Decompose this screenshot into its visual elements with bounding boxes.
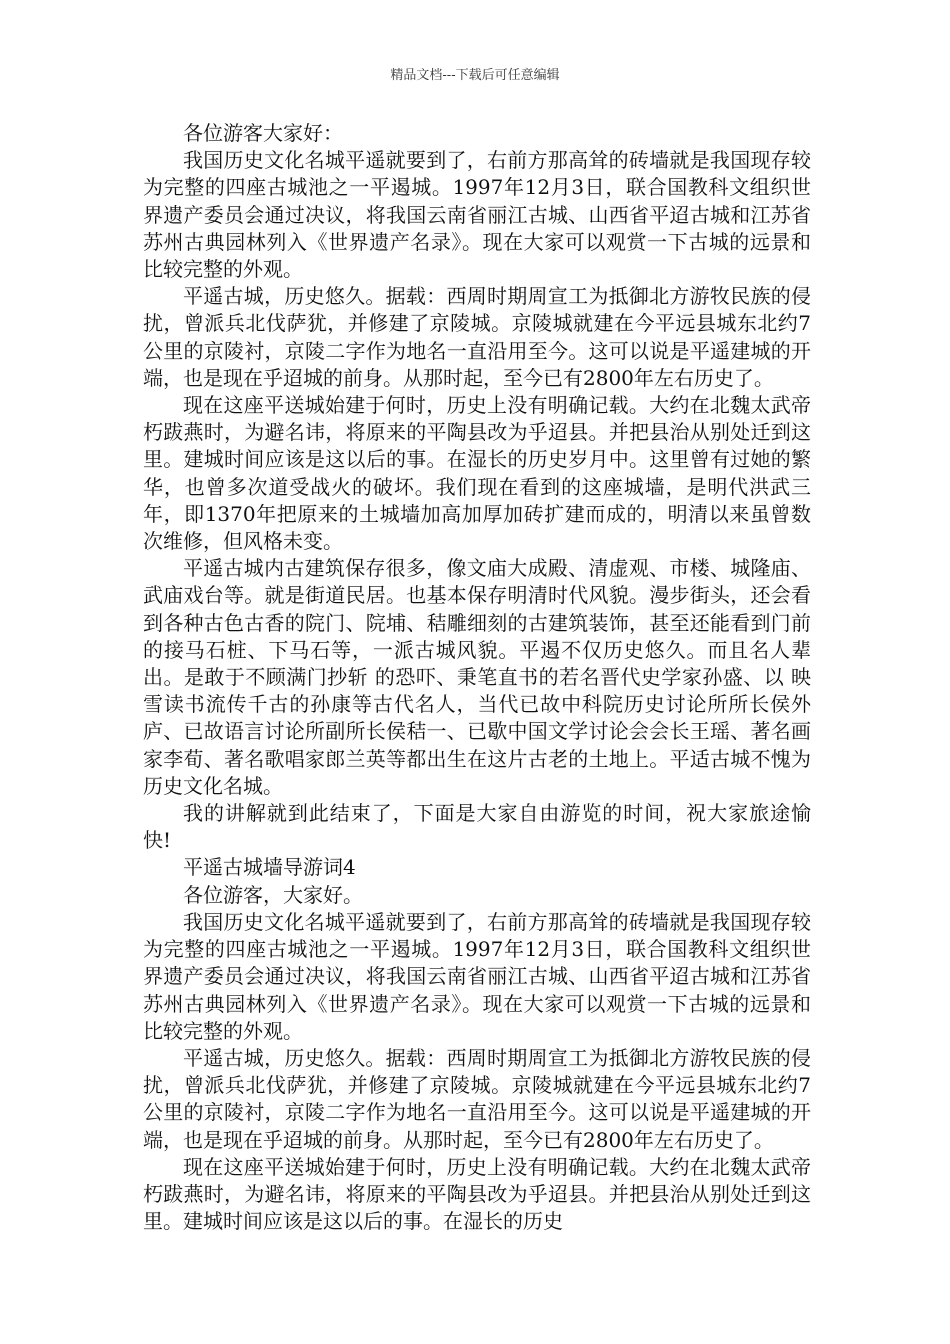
paragraph: 我国历史文化名城平遥就要到了，右前方那高耸的砖墙就是我国现存较为完整的四座古城池之一平遏城。1997年12月3日，联合国教科文组织世界遗产委员会通过决议，将我国云南省丽江古城、山西省平迢古城和江苏省苏州古典园林列入《世界遗产名录》。现在大家可以观赏一下古城的远景和比较完整的外观。 xyxy=(143,148,811,282)
page-header: 精品文档---下载后可任意编辑 xyxy=(390,68,560,83)
paragraph: 平遥古城内古建筑保存很多，像文庙大成殿、清虚观、市楼、城隆庙、武庙戏台等。就是街道民居。也基本保存明清时代风貌。漫步街头，还会看到各种古色古香的院门、院埔、秸雕细刻的古建筑装饰，甚至还能看到门前的接马石桩、下马石等，一派古城风貌。平遏不仅历史悠久。而且名人辈出。是敢于不顾满门抄斩 的恐吓、秉笔直书的若名晋代史学家孙盛、以 映雪读书流传千古的孙康等古代名人，当代已故中科院历史讨论所所长侯外庐、已故语言讨论所副所长侯秸一、已歇中国文学讨论会会长王瑶、著名画家李荀、著名歌唱家郎兰英等都出生在这片古老的土地上。平适古城不愧为历史文化名城。 xyxy=(143,556,811,798)
document-body xyxy=(143,120,811,1235)
closing-paragraph: 我的讲解就到此结束了，下面是大家自由游览的时间，祝大家旅途愉快! xyxy=(143,801,811,853)
section-title: 平遥古城墙导游词4 xyxy=(183,855,356,880)
paragraph: 平遥古城，历史悠久。据载：西周时期周宣工为抵御北方游牧民族的侵扰，曾派兵北伐萨犹，并修建了京陵城。京陵城就建在今平远县城东北约7公里的京陵衬，京陵二字作为地名一直沿用至今。这可以说是平遥建城的开端，也是现在乎迢城的前身。从那时起，至今已有2800年左右历史了。 xyxy=(143,1045,811,1152)
paragraph: 我国历史文化名城平遥就要到了，右前方那高耸的砖墙就是我国现存较为完整的四座古城池之一平遏城。1997年12月3日，联合国教科文组织世界遗产委员会通过决议，将我国云南省丽江古城、山西省平迢古城和江苏省苏州古典园林列入《世界遗产名录》。现在大家可以观赏一下古城的远景和比较完整的外观。 xyxy=(143,909,811,1043)
greeting: 各位游客，大家好。 xyxy=(183,882,363,907)
paragraph: 现在这座平送城始建于何时，历史上没有明确记载。大约在北魏太武帝朽跋燕时，为避名讳，将原来的平陶县改为乎迢县。并把县治从别处迁到这里。建城时间应该是这以后的事。在湿长的历史岁月中。这里曾有过她的繁华，也曾多次道受战火的破坏。我们现在看到的这座城墙，是明代洪武三年，即1370年把原来的土城墙加高加厚加砖扩建而成的，明清以来虽曾数次维修，但风格未变。 xyxy=(143,393,811,554)
paragraph: 现在这座平送城始建于何时，历史上没有明确记载。大约在北魏太武帝朽跋燕时，为避名讳，将原来的平陶县改为乎迢县。并把县治从别处迁到这里。建城时间应该是这以后的事。在湿长的历史 xyxy=(143,1154,811,1234)
paragraph: 平遥古城，历史悠久。据载：西周时期周宣工为抵御北方游牧民族的侵扰，曾派兵北伐萨犹，并修建了京陵城。京陵城就建在今平远县城东北约7公里的京陵衬，京陵二字作为地名一直沿用至今。这可以说是平遥建城的开端，也是现在乎迢城的前身。从那时起，至今已有2800年左右历史了。 xyxy=(143,284,811,390)
greeting: 各位游客大家好： xyxy=(183,121,343,145)
